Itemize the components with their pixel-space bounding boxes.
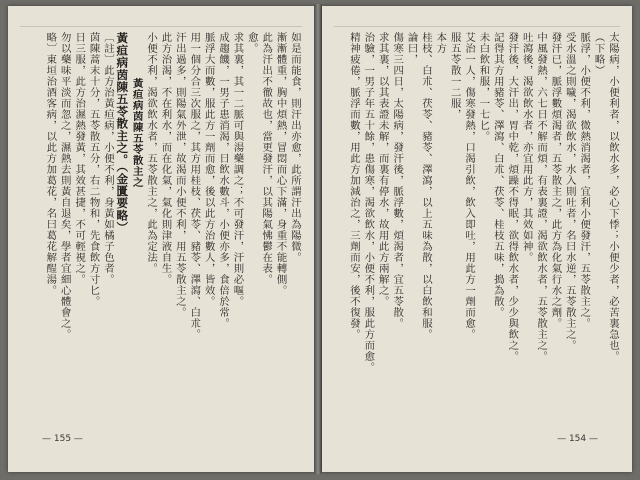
text-column: （下略） [592, 32, 605, 76]
text-column: 受水溫之則噦，渴欲飲水，水入則吐者，名曰水逆，五苓散主之。 [563, 32, 576, 351]
text-column: 未白飲和服，一七匕。 [477, 32, 490, 142]
text-column: 艾治一人，傷寒發熱，口渴引飲，飲入即吐，用此方一劑而愈。 [463, 32, 476, 340]
text-column: 中風發熱，六七日不解而煩，有表裏證，渴欲飲水者，五苓散主之。 [535, 32, 548, 362]
page-number: — 154 — [557, 434, 598, 444]
text-column: 本方 [434, 32, 447, 54]
text-column: 成趨饑，一男子患消渴，日飲水數斗，小便亦多，食倍於常。 [217, 32, 230, 329]
text-column: 勿以藥味平淡而忽之，濕熱去則黃自退矣，學者宜細心體會之。 [58, 32, 71, 340]
text-column: 〔註〕此方治黃疸病，小便不利，身黃如橘子色者。 [101, 32, 114, 285]
text-column: 此方治渴，不在利水，而在化氣，氣化則津液自生。 [159, 32, 172, 285]
text-column: 治驗，一男子年五十餘，患傷寒，渴欲飲水，小便不利，服此方而愈。 [362, 32, 375, 373]
text-column: 精神疲倦，脈浮而數，用此方加減治之，三劑而安，後不復發。 [347, 32, 360, 340]
text-column: 記得其方用豬苓、澤瀉、白朮、茯苓、桂枝五味，搗為散。 [491, 32, 504, 318]
text-column: 桂枝、白朮、茯苓、豬苓、澤瀉，以上五味為散，以白飲和服。 [419, 32, 432, 340]
text-column: 論曰， [405, 32, 418, 65]
text-column: 吐瀉後，渴欲飲水者，亦宜用此方，其效如神。 [520, 32, 533, 263]
text-column: 汗出過多，則陽氣外泄，故渴而小便不利，用五苓散主之。 [173, 32, 186, 318]
section-heading: 黃疸病茵陳五苓散主之。（金匱要略） [115, 32, 130, 234]
text-column: 愈。 [245, 32, 258, 54]
text-column: 略〕東垣治酒客病，以此方加葛花，名曰葛花解酲湯。 [44, 32, 57, 296]
left-page [8, 6, 314, 472]
text-column: 小便不利，渴欲飲水者，五苓散主之，此為定法。 [145, 32, 158, 274]
text-column: 求其裏，其一二脈可與湯藥調之；不可發汗，汗則必嘔。 [231, 32, 244, 307]
text-column: 求其裏，以其表證未解，而裏有停水，故用此方兩解之。 [376, 32, 389, 307]
left-text-columns [20, 32, 302, 418]
text-column: 脈浮，小便不利，微熱消渴者，宜利小便發汗，五苓散主之。 [578, 32, 591, 329]
text-column: 服五苓散一二服， [448, 32, 461, 120]
section-heading: 黃疸病茵陳五苓散主之 [130, 78, 143, 188]
text-column: 發汗後，大汗出，胃中乾，煩躁不得眠，欲得飲水者，少少與飲之。 [506, 32, 519, 362]
text-column: 茵陳蒿末十分，五苓散五分，右二物和，先食飲方寸匕。 [87, 32, 100, 307]
right-page [322, 6, 632, 472]
text-column: 用一個分合三次服之，其方用桂枝、茯苓、豬苓、澤瀉、白朮。 [188, 32, 201, 340]
page-number: — 155 — [42, 434, 83, 444]
right-text-columns [334, 32, 620, 418]
top-rule [334, 26, 620, 27]
text-column: 脈浮大而數，服此方一劑而愈，後以此方治數人，皆效。 [202, 32, 215, 307]
text-column: 太陽病，小便利者，以飲水多，必心下悸；小便少者，必苦裏急也。 [607, 32, 619, 362]
text-column: 此為汗出不徹故也，當更發汗，以其陽氣怫鬱在表。 [260, 32, 273, 285]
text-column: 發汗已，脈浮數煩渴者，五苓散主之，此方為化氣行水之劑。 [549, 32, 562, 329]
top-rule [20, 26, 302, 27]
text-column: 如是而能食，則汗出亦愈，此所謂汗出為陽微。 [289, 32, 301, 263]
text-column: 傷寒三四日，太陽病，發汗後，脈浮數，煩渴者，宜五苓散。 [391, 32, 404, 329]
text-column: 漸漸體重，胸中煩熱，冒悶而心下滿，身重不能轉側。 [274, 32, 287, 296]
text-column: 日三服，此方治濕熱發黃，其效甚捷，不可輕視之。 [73, 32, 86, 285]
book-gutter [314, 4, 322, 474]
